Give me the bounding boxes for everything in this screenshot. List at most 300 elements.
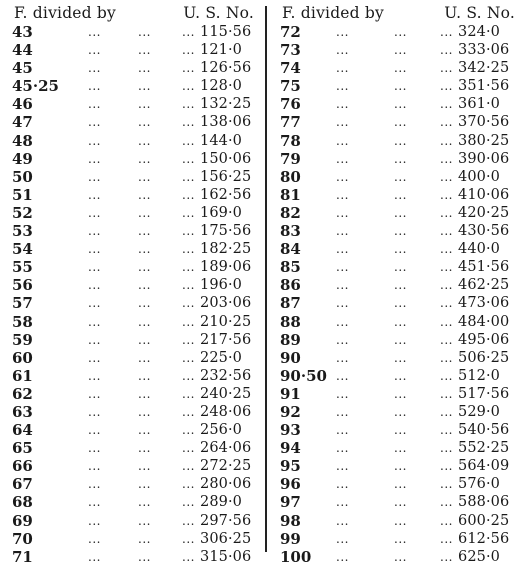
table-row (278, 439, 521, 457)
dot-leader: ... (336, 368, 349, 383)
f-divisor: 68 (12, 493, 33, 512)
f-divisor: 51 (12, 185, 33, 204)
table-row (278, 113, 521, 131)
dot-leader: ... (440, 115, 453, 130)
dot-leader: ... (138, 43, 151, 58)
f-divisor: 81 (280, 185, 301, 204)
dot-leader: ... (182, 296, 195, 311)
dot-leader: ... (394, 278, 407, 293)
dot-leader: ... (138, 278, 151, 293)
dot-leader: ... (138, 314, 151, 329)
dot-leader: ... (138, 205, 151, 220)
dot-leader: ... (182, 260, 195, 275)
f-divisor: 44 (12, 41, 33, 60)
dot-leader: ... (440, 97, 453, 112)
us-number: 430·56 (458, 223, 510, 240)
right-header (278, 0, 521, 23)
us-number: 126·56 (200, 60, 252, 77)
us-number: 272·25 (200, 458, 252, 475)
dot-leader: ... (182, 531, 195, 546)
f-divisor: 97 (280, 493, 301, 512)
us-number: 625·0 (458, 548, 501, 565)
table-row (10, 403, 260, 421)
table-row (10, 113, 260, 131)
dot-leader: ... (182, 61, 195, 76)
f-divisor: 80 (280, 167, 301, 186)
f-divisor: 77 (280, 113, 301, 132)
us-number: 189·06 (200, 259, 252, 276)
dot-leader: ... (138, 242, 151, 257)
us-number: 156·25 (200, 168, 252, 185)
f-divisor: 83 (280, 222, 301, 241)
dot-leader: ... (394, 296, 407, 311)
dot-leader: ... (182, 79, 195, 94)
dot-leader: ... (394, 459, 407, 474)
dot-leader: ... (182, 404, 195, 419)
f-divisor: 74 (280, 59, 301, 78)
dot-leader: ... (336, 314, 349, 329)
f-divisor: 53 (12, 222, 33, 241)
dot-leader: ... (138, 386, 151, 401)
us-number: 232·56 (200, 367, 252, 384)
f-divisor: 60 (12, 348, 33, 367)
dot-leader: ... (394, 169, 407, 184)
dot-leader: ... (138, 368, 151, 383)
dot-leader: ... (440, 495, 453, 510)
dot-leader: ... (440, 477, 453, 492)
f-divisor: 43 (12, 23, 33, 41)
table-row (10, 313, 260, 331)
dot-leader: ... (394, 61, 407, 76)
f-divisor: 58 (12, 312, 33, 331)
dot-leader: ... (394, 513, 407, 528)
table-row (10, 240, 260, 258)
dot-leader: ... (182, 314, 195, 329)
table-row (10, 132, 260, 150)
us-number: 512·0 (458, 367, 501, 384)
f-divisor: 99 (280, 529, 301, 548)
dot-leader: ... (336, 115, 349, 130)
table-row (278, 204, 521, 222)
us-number: 495·06 (458, 331, 510, 348)
right-rows (278, 23, 521, 566)
dot-leader: ... (336, 224, 349, 239)
f-divisor: 56 (12, 276, 33, 295)
dot-leader: ... (138, 97, 151, 112)
dot-leader: ... (336, 531, 349, 546)
dot-leader: ... (182, 459, 195, 474)
table-row (278, 403, 521, 421)
table-row (10, 367, 260, 385)
dot-leader: ... (88, 296, 101, 311)
dot-leader: ... (138, 25, 151, 39)
dot-leader: ... (88, 513, 101, 528)
dot-leader: ... (394, 404, 407, 419)
dot-leader: ... (394, 423, 407, 438)
f-divisor: 70 (12, 529, 33, 548)
us-number: 390·06 (458, 150, 510, 167)
us-number: 484·00 (458, 313, 510, 330)
us-number: 342·25 (458, 60, 510, 77)
table-row (278, 294, 521, 312)
us-number: 289·0 (200, 494, 243, 511)
table-row (278, 512, 521, 530)
dot-leader: ... (88, 133, 101, 148)
dot-leader: ... (336, 79, 349, 94)
f-divisor: 96 (280, 475, 301, 494)
column-divider (265, 6, 267, 552)
dot-leader: ... (138, 133, 151, 148)
dot-leader: ... (394, 205, 407, 220)
table-row (10, 168, 260, 186)
us-number: 128·0 (200, 78, 243, 95)
dot-leader: ... (394, 314, 407, 329)
dot-leader: ... (394, 115, 407, 130)
table-row (278, 530, 521, 548)
dot-leader: ... (336, 260, 349, 275)
table-row (278, 168, 521, 186)
us-number: 564·09 (458, 458, 510, 475)
f-divisor: 64 (12, 421, 33, 440)
dot-leader: ... (182, 187, 195, 202)
dot-leader: ... (182, 423, 195, 438)
dot-leader: ... (336, 404, 349, 419)
dot-leader: ... (138, 404, 151, 419)
dot-leader: ... (182, 115, 195, 130)
dot-leader: ... (182, 386, 195, 401)
f-divisor: 62 (12, 384, 33, 403)
table-row (10, 493, 260, 511)
dot-leader: ... (182, 151, 195, 166)
dot-leader: ... (394, 97, 407, 112)
dot-leader: ... (336, 495, 349, 510)
f-divisor: 89 (280, 330, 301, 349)
f-divisor: 61 (12, 366, 33, 385)
dot-leader: ... (336, 477, 349, 492)
table-row (10, 421, 260, 439)
dot-leader: ... (88, 332, 101, 347)
dot-leader: ... (394, 477, 407, 492)
dot-leader: ... (138, 169, 151, 184)
dot-leader: ... (394, 260, 407, 275)
dot-leader: ... (88, 43, 101, 58)
us-number: 552·25 (458, 440, 510, 457)
dot-leader: ... (336, 97, 349, 112)
dot-leader: ... (182, 224, 195, 239)
table-row (10, 23, 260, 41)
table-row (278, 475, 521, 493)
us-number: 451·56 (458, 259, 510, 276)
table-row (278, 77, 521, 95)
dot-leader: ... (336, 296, 349, 311)
table-row (10, 548, 260, 566)
us-number: 169·0 (200, 204, 243, 221)
f-divisor: 75 (280, 77, 301, 96)
dot-leader: ... (88, 97, 101, 112)
dot-leader: ... (440, 404, 453, 419)
dot-leader: ... (138, 187, 151, 202)
dot-leader: ... (88, 242, 101, 257)
f-divisor: 78 (280, 131, 301, 150)
dot-leader: ... (336, 423, 349, 438)
left-rows (10, 23, 260, 566)
dot-leader: ... (182, 43, 195, 58)
us-number: 132·25 (200, 96, 252, 113)
dot-leader: ... (88, 314, 101, 329)
dot-leader: ... (88, 459, 101, 474)
dot-leader: ... (440, 549, 453, 564)
dot-leader: ... (394, 495, 407, 510)
dot-leader: ... (138, 531, 151, 546)
table-row (278, 41, 521, 59)
dot-leader: ... (182, 513, 195, 528)
f-divisor: 69 (12, 511, 33, 530)
f-divisor: 71 (12, 547, 33, 566)
dot-leader: ... (440, 278, 453, 293)
dot-leader: ... (88, 423, 101, 438)
f-divisor: 86 (280, 276, 301, 295)
us-number: 576·0 (458, 476, 501, 493)
dot-leader: ... (440, 224, 453, 239)
dot-leader: ... (336, 169, 349, 184)
us-number: 315·06 (200, 548, 252, 565)
dot-leader: ... (336, 25, 349, 39)
dot-leader: ... (394, 531, 407, 546)
us-number: 240·25 (200, 385, 252, 402)
us-number: 370·56 (458, 114, 510, 131)
table-row (278, 258, 521, 276)
f-divisor: 65 (12, 439, 33, 458)
dot-leader: ... (394, 350, 407, 365)
dot-leader: ... (182, 441, 195, 456)
dot-leader: ... (440, 169, 453, 184)
dot-leader: ... (440, 350, 453, 365)
us-number: 248·06 (200, 403, 252, 420)
f-divisor: 73 (280, 41, 301, 60)
dot-leader: ... (336, 513, 349, 528)
us-number: 144·0 (200, 132, 243, 149)
table-row (10, 530, 260, 548)
dot-leader: ... (88, 495, 101, 510)
dot-leader: ... (336, 43, 349, 58)
dot-leader: ... (394, 79, 407, 94)
table-row (278, 367, 521, 385)
table-row (10, 95, 260, 113)
dot-leader: ... (440, 459, 453, 474)
dot-leader: ... (440, 332, 453, 347)
dot-leader: ... (440, 314, 453, 329)
dot-leader: ... (182, 350, 195, 365)
dot-leader: ... (182, 549, 195, 564)
us-number: 473·06 (458, 295, 510, 312)
dot-leader: ... (182, 133, 195, 148)
table-row (10, 276, 260, 294)
us-number: 306·25 (200, 530, 252, 547)
table-row (278, 331, 521, 349)
us-number: 210·25 (200, 313, 252, 330)
dot-leader: ... (182, 169, 195, 184)
f-divisor: 79 (280, 149, 301, 168)
table-row (278, 222, 521, 240)
f-divisor: 100 (280, 547, 312, 566)
f-divisor: 91 (280, 384, 301, 403)
table-row (278, 493, 521, 511)
f-divisor: 87 (280, 294, 301, 313)
f-divisor: 54 (12, 240, 33, 259)
dot-leader: ... (394, 441, 407, 456)
us-number: 203·06 (200, 295, 252, 312)
dot-leader: ... (440, 423, 453, 438)
us-number: 175·56 (200, 223, 252, 240)
us-number: 588·06 (458, 494, 510, 511)
f-divisor: 49 (12, 149, 33, 168)
table-row (10, 204, 260, 222)
dot-leader: ... (138, 350, 151, 365)
f-divisor: 92 (280, 402, 301, 421)
us-number: 529·0 (458, 403, 501, 420)
dot-leader: ... (182, 495, 195, 510)
dot-leader: ... (138, 151, 151, 166)
table-row (10, 475, 260, 493)
dot-leader: ... (394, 224, 407, 239)
dot-leader: ... (336, 151, 349, 166)
dot-leader: ... (336, 386, 349, 401)
dot-leader: ... (182, 242, 195, 257)
dot-leader: ... (440, 531, 453, 546)
dot-leader: ... (440, 260, 453, 275)
f-divisor: 50 (12, 167, 33, 186)
f-divisor: 55 (12, 258, 33, 277)
table-row (278, 421, 521, 439)
f-divisor: 90 (280, 348, 301, 367)
dot-leader: ... (138, 477, 151, 492)
table-row (10, 222, 260, 240)
us-number: 361·0 (458, 96, 501, 113)
table-row (278, 59, 521, 77)
us-number: 225·0 (200, 349, 243, 366)
dot-leader: ... (138, 79, 151, 94)
us-number: 440·0 (458, 241, 501, 258)
f-divisor: 95 (280, 457, 301, 476)
dot-leader: ... (440, 25, 453, 39)
dot-leader: ... (138, 513, 151, 528)
us-number: 462·25 (458, 277, 510, 294)
f-divisor: 57 (12, 294, 33, 313)
dot-leader: ... (182, 278, 195, 293)
dot-leader: ... (440, 61, 453, 76)
table-row (278, 23, 521, 41)
us-number: 600·25 (458, 512, 510, 529)
dot-leader: ... (440, 242, 453, 257)
us-number: 410·06 (458, 186, 510, 203)
us-number: 280·06 (200, 476, 252, 493)
dot-leader: ... (182, 368, 195, 383)
dot-leader: ... (88, 549, 101, 564)
us-number: 182·25 (200, 241, 252, 258)
table-row (10, 331, 260, 349)
f-divisor: 67 (12, 475, 33, 494)
dot-leader: ... (138, 441, 151, 456)
us-number: 506·25 (458, 349, 510, 366)
table-row (10, 59, 260, 77)
dot-leader: ... (440, 187, 453, 202)
table-row (10, 457, 260, 475)
dot-leader: ... (88, 115, 101, 130)
dot-leader: ... (138, 61, 151, 76)
dot-leader: ... (88, 531, 101, 546)
us-number: 380·25 (458, 132, 510, 149)
table-row (10, 349, 260, 367)
us-number: 121·0 (200, 42, 243, 59)
dot-leader: ... (88, 205, 101, 220)
f-divisor: 72 (280, 23, 301, 41)
left-header (10, 0, 260, 23)
dot-leader: ... (336, 350, 349, 365)
dot-leader: ... (182, 477, 195, 492)
table-row (10, 77, 260, 95)
dot-leader: ... (138, 260, 151, 275)
dot-leader: ... (336, 459, 349, 474)
dot-leader: ... (88, 151, 101, 166)
f-divisor: 48 (12, 131, 33, 150)
dot-leader: ... (394, 133, 407, 148)
dot-leader: ... (138, 423, 151, 438)
dot-leader: ... (336, 549, 349, 564)
table-row (10, 294, 260, 312)
dot-leader: ... (440, 43, 453, 58)
us-number: 540·56 (458, 422, 510, 439)
dot-leader: ... (394, 43, 407, 58)
dot-leader: ... (182, 332, 195, 347)
f-divisor: 46 (12, 95, 33, 114)
us-number: 612·56 (458, 530, 510, 547)
us-number: 196·0 (200, 277, 243, 294)
dot-leader: ... (88, 404, 101, 419)
f-divisor: 52 (12, 203, 33, 222)
dot-leader: ... (336, 278, 349, 293)
table-row (278, 240, 521, 258)
us-number: 256·0 (200, 422, 243, 439)
table-row (278, 276, 521, 294)
dot-leader: ... (394, 187, 407, 202)
dot-leader: ... (336, 187, 349, 202)
dot-leader: ... (182, 97, 195, 112)
dot-leader: ... (336, 205, 349, 220)
table-row (10, 512, 260, 530)
f-divisor: 90·50 (280, 366, 327, 385)
table-row (10, 439, 260, 457)
f-divisor: 59 (12, 330, 33, 349)
table-row (10, 385, 260, 403)
table-row (10, 186, 260, 204)
dot-leader: ... (88, 61, 101, 76)
dot-leader: ... (138, 115, 151, 130)
dot-leader: ... (88, 441, 101, 456)
dot-leader: ... (88, 79, 101, 94)
table-row (278, 132, 521, 150)
dot-leader: ... (182, 25, 195, 39)
table-row (10, 41, 260, 59)
f-divisor: 98 (280, 511, 301, 530)
dot-leader: ... (88, 386, 101, 401)
dot-leader: ... (88, 260, 101, 275)
us-number: 420·25 (458, 204, 510, 221)
dot-leader: ... (88, 477, 101, 492)
us-number: 333·06 (458, 42, 510, 59)
dot-leader: ... (440, 386, 453, 401)
dot-leader: ... (336, 242, 349, 257)
dot-leader: ... (440, 513, 453, 528)
